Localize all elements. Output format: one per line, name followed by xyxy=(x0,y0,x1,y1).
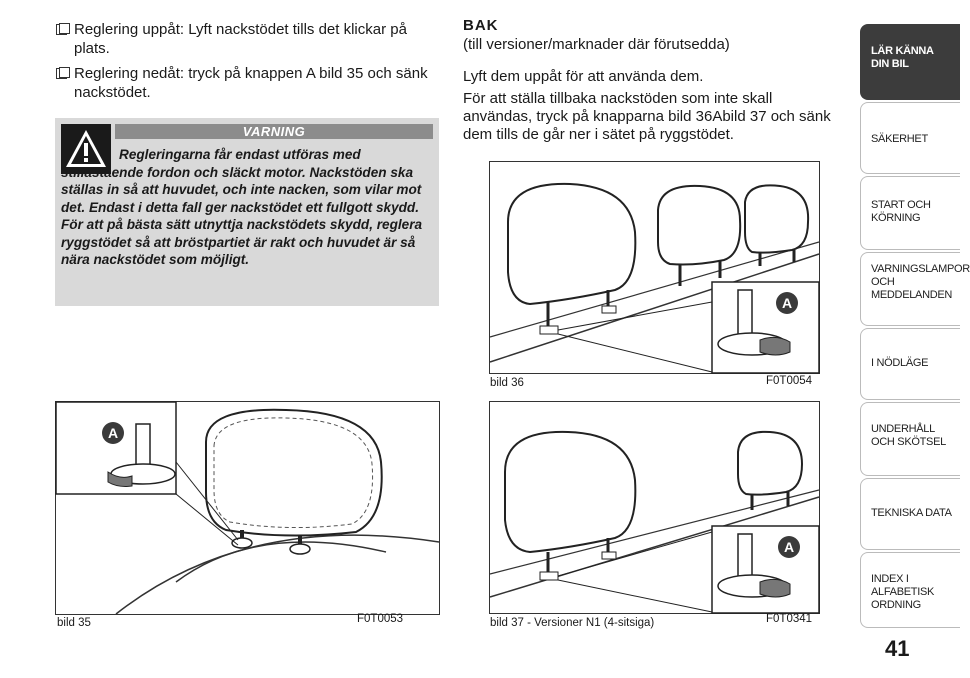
bullet-lower xyxy=(56,64,441,102)
tab-label: INDEX I ALFABETISK ORDNING xyxy=(871,573,935,611)
callout-a-badge: A xyxy=(102,422,124,444)
tab-sakerhet[interactable] xyxy=(860,102,960,174)
figure-37-code: F0T0341 xyxy=(766,613,813,625)
figure-36 xyxy=(489,161,820,374)
section-heading: BAK xyxy=(463,17,499,34)
bullet-icon xyxy=(56,24,67,35)
bullet-raise xyxy=(56,20,441,58)
tab-label: I NÖDLÄGE xyxy=(871,357,929,369)
tab-label: LÄR KÄNNA DIN BIL xyxy=(871,45,934,70)
figure-35-caption: bild 35 xyxy=(57,617,91,629)
tab-i-nodlage[interactable] xyxy=(860,328,960,400)
callout-a-badge: A xyxy=(778,536,800,558)
tab-underhall-och-skotsel[interactable] xyxy=(860,402,960,476)
tab-label: UNDERHÅLL OCH SKÖTSEL xyxy=(871,423,946,448)
tab-start-och-korning[interactable] xyxy=(860,176,960,250)
page-number: 41 xyxy=(885,636,910,661)
paragraph-raise: Lyft dem uppåt för att använda dem. xyxy=(463,68,704,85)
tab-label: START OCH KÖRNING xyxy=(871,199,931,224)
figure-36-code: F0T0054 xyxy=(766,375,813,387)
tab-lar-kanna-din-bil[interactable] xyxy=(860,24,960,100)
tab-index[interactable] xyxy=(860,552,960,628)
warning-title: VARNING xyxy=(115,124,433,139)
paragraph-lower: För att ställa tillbaka nackstöden som inte skall användas, tryck på knapparna bild 36Abild 37 och sänk dem tills de går ner i sätet på ryggstödet. xyxy=(463,90,831,143)
figure-35 xyxy=(55,401,440,615)
figure-35-code: F0T0053 xyxy=(357,613,404,625)
bullet-text: Reglering uppåt: Lyft nackstödet tills det klickar på plats. xyxy=(74,21,407,57)
figure-37 xyxy=(489,401,820,614)
bullet-text: Reglering nedåt: tryck på knappen A bild 35 och sänk nackstödet. xyxy=(74,65,428,101)
tab-label: VARNINGSLAMPOR OCH MEDDELANDEN xyxy=(871,263,970,301)
figure-36-caption: bild 36 xyxy=(490,377,524,389)
tab-label: TEKNISKA DATA xyxy=(871,507,952,519)
tab-tekniska-data[interactable] xyxy=(860,478,960,550)
warning-box xyxy=(55,118,439,306)
tab-label: SÄKERHET xyxy=(871,133,928,145)
section-subheading: (till versioner/marknader där förutsedda) xyxy=(463,36,730,53)
warning-text: Regleringarna får endast utföras med stillastående fordon och släckt motor. Nackstöden ska ställas in så att huvudet, och inte nacken, som vilar mot det. Endast i detta fall ger nackstödet ett fullgott skydd. För att på bästa sätt utnyttja nackstödets skydd, reglera ryggstödet så att bröstpartiet är rakt och huvudet är så nära nackstödet som möjligt. xyxy=(61,147,423,267)
callout-a-badge: A xyxy=(776,292,798,314)
tab-varningslampor[interactable] xyxy=(860,252,970,326)
figure-37-caption: bild 37 - Versioner N1 (4-sitsiga) xyxy=(490,617,655,629)
bullet-icon xyxy=(56,68,67,79)
